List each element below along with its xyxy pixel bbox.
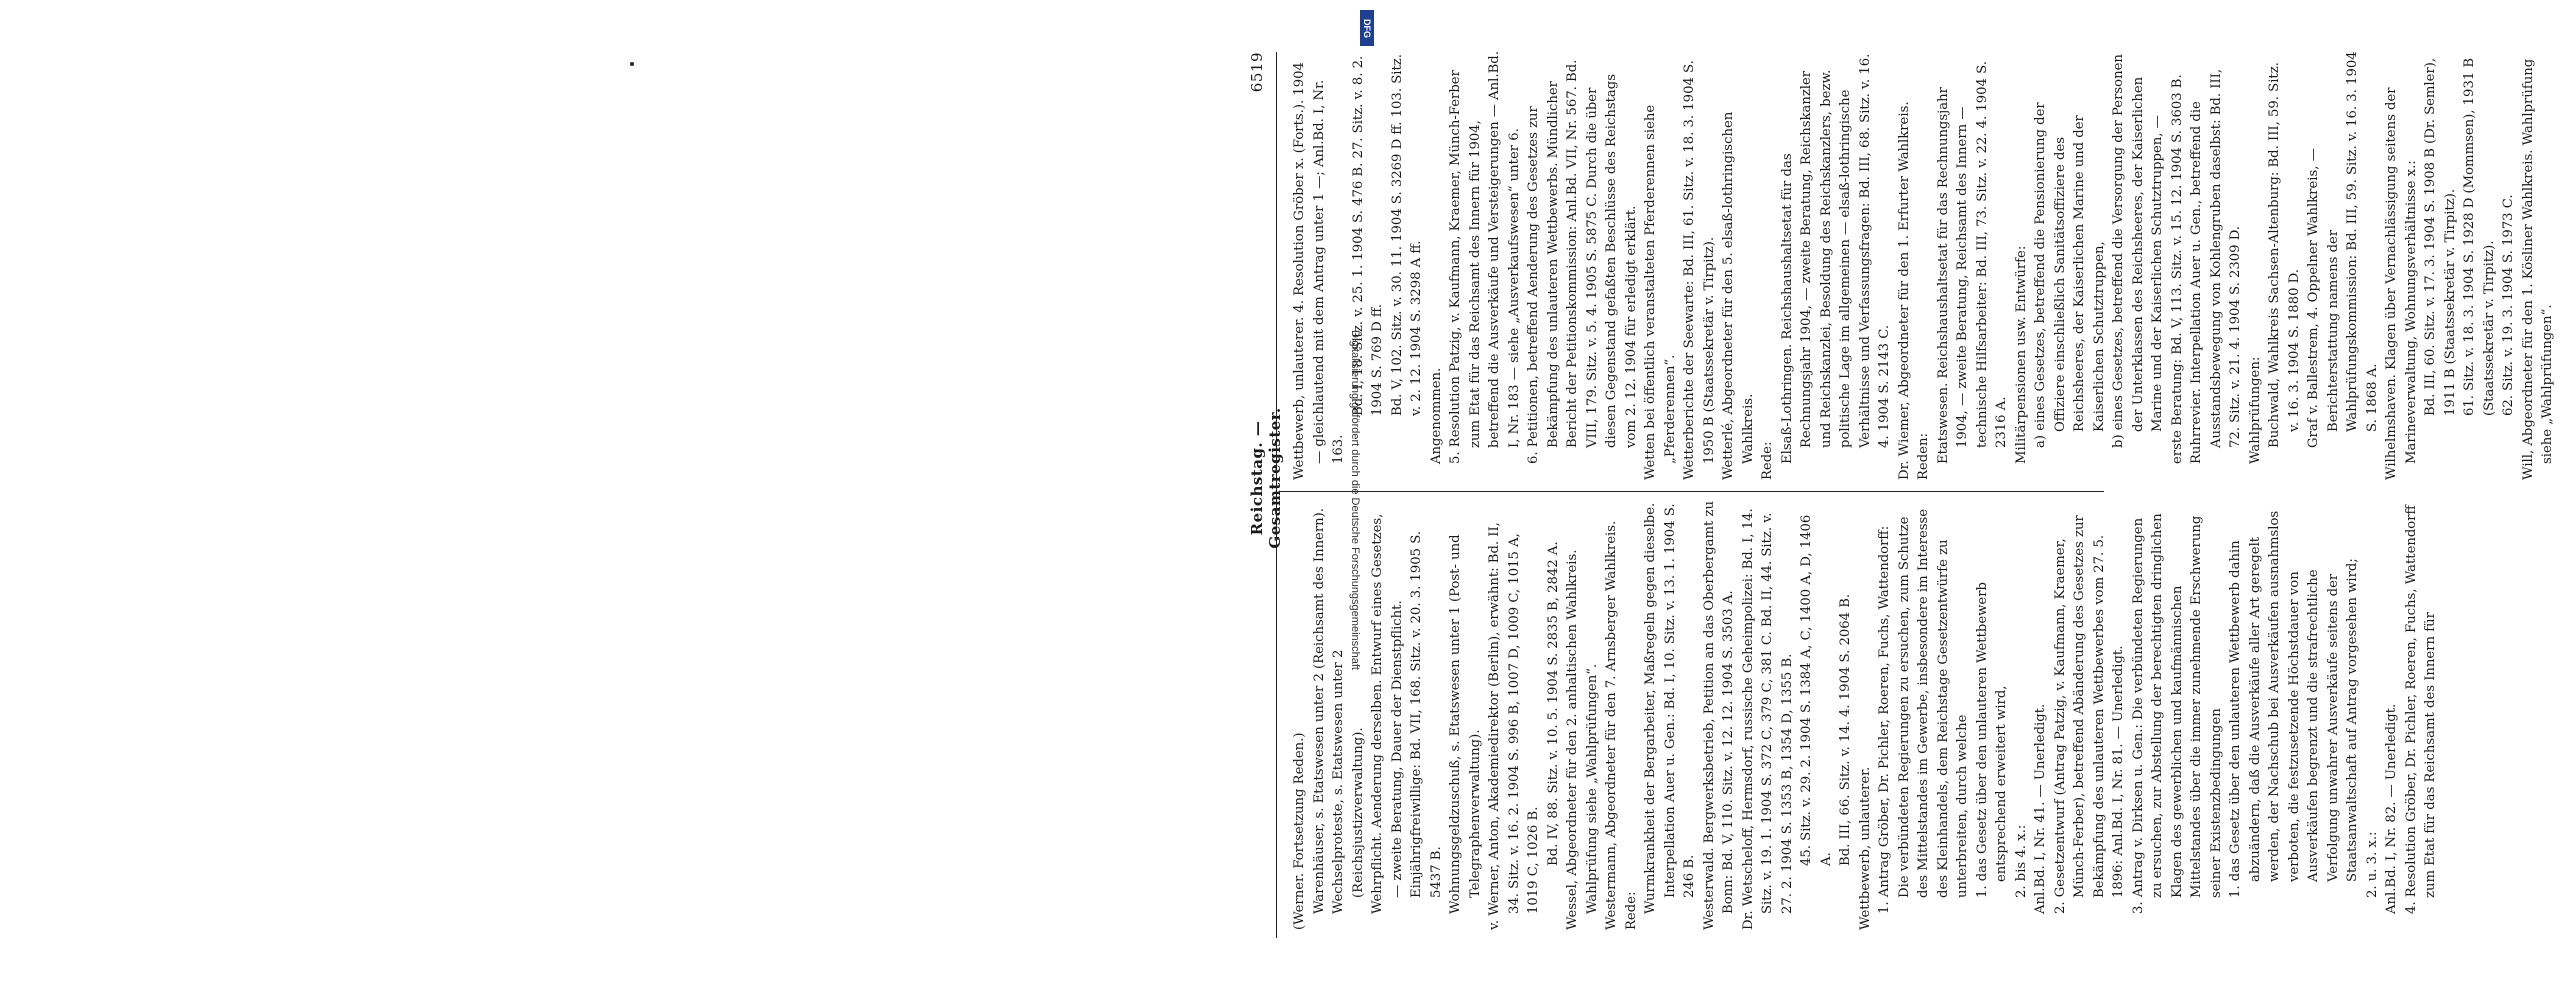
register-entry: Angenommen.	[1428, 367, 1444, 464]
register-entry: Wessel, Abgeordneter für den 2. anhaltischen Wahlkreis. Wahlprüfung siehe „Wahlprüfungen“.	[1565, 549, 1600, 930]
register-entry: 2. bis 4. x.:	[2013, 824, 2029, 898]
register-entry: Bd. III, 66. Sitz. v. 14. 4. 1904 S. 2064 B.	[1838, 593, 1853, 866]
register-entry: 61. Sitz. v. 18. 3. 1904 S. 1928 D (Mommsen), 1931 B (Staatssekretär v. Tirpitz).	[2462, 57, 2497, 416]
register-entry: Buchwald, Wahlkreis Sachsen-Altenburg: Bd. III, 59. Sitz. v. 16. 3. 1904 S. 1880 D.	[2267, 62, 2302, 448]
register-entry: a) eines Gesetzes, betreffend die Pensionierung der Offiziere einschließlich Sanitätsoffiziere des Reichsheeres, der Kaiserlichen Marine und der Kaiserlichen Schutztruppen,	[2033, 102, 2107, 448]
register-entry: 2. u. 3. x.:	[2364, 831, 2380, 898]
register-entry: 3. Antrag v. Dirksen u. Gen.: Die verbündeten Regierungen zu ersuchen, zur Abstellung der berechtigten dringlichen Klagen des gewerblichen und kaufmännischen Mittelstandes über die immer zunehmende Erschwerung seiner Existenzbedingungen	[2130, 513, 2224, 914]
column-divider	[1280, 491, 2104, 492]
register-entry: 6. Petitionen, betreffend Aenderung des Gesetzes zur Bekämpfung des unlauteren Wettbewerbs. Mündlicher Bericht der Petitionskommission: Anl.Bd. VII, Nr. 567. Bd. VIII, 179. Sitz. v. 5. 4. 1905 S. 5875 C. Durch die über diesen Gegenstand gefaßten Beschlüsse des Reichstags vom 2. 12. 1904 für erledigt erklärt.	[1526, 59, 1639, 464]
register-entry: Etatswesen. Reichshaushaltsetat für das Rechnungsjahr 1904, — zweite Beratung, Reichsamt des Innern — technische Hilfsarbeiter: Bd. III, 73. Sitz. v. 22. 4. 1904 S. 2316 A.	[1935, 61, 2009, 464]
register-entry: 1. das Gesetz über den unlauteren Wettbewerb entsprechend erweitert wird,	[1974, 582, 2009, 898]
register-entry: v. Werner, Anton, Akademiedirektor (Berlin), erwähnt: Bd. II, 34. Sitz. v. 16. 2. 1904 S. 996 B, 1007 D, 1009 C, 1015 A, 1019 C, 1026 B.	[1487, 522, 1541, 930]
right-column	[1290, 50, 2555, 480]
register-entry: Graf v. Ballestrem, 4. Oppelner Wahlkreis, — Berichterstattung namens der Wahlprüfungskommission: Bd. III, 59. Sitz. v. 16. 3. 1904 S. 1868 A.	[2306, 51, 2380, 448]
register-entry: Westermann, Abgeordneter für den 7. Arnsberger Wahlkreis.	[1604, 520, 1619, 930]
register-entry: Wettbewerb, unlauterer.	[1857, 766, 1873, 930]
register-entry: Warenhäuser, s. Etatswesen unter 2 (Reichsamt des Innern).	[1311, 508, 1327, 914]
register-entry: Dr. Wiemer, Abgeordneter für den 1. Erfurter Wahlkreis.	[1896, 101, 1912, 480]
register-entry: Wurmkrankheit der Bergarbeiter, Maßregeln gegen dieselbe. Interpellation Auer u. Gen.: Bd. I, 10. Sitz. v. 13. 1. 1904 S. 246 B.	[1643, 502, 1697, 914]
register-entry: Anl.Bd. I, Nr. 82. — Unerledigt.	[2384, 703, 2399, 914]
register-entry: 62. Sitz. v. 19. 3. 1904 S. 1973 C.	[2501, 194, 2516, 416]
register-entry: Bd. III, 60. Sitz. v. 17. 3. 1904 S. 1908 B (Dr. Semler), 1911 B (Staatssekretär v. Tirpitz).	[2423, 57, 2458, 416]
register-entry: Wehrpflicht. Aenderung derselben. Entwurf eines Gesetzes, — zweite Beratung, Dauer der Dienstpflicht. Einjährigfreiwillige: Bd. VII, 168. Sitz. v. 20. 3. 1905 S. 5437 B.	[1370, 513, 1444, 914]
header-rule	[1276, 52, 1277, 938]
register-entry: Bd. IV, 88. Sitz. v. 10. 5. 1904 S. 2835 B, 2842 A.	[1545, 541, 1561, 866]
register-entry: Ruhrrevier. Interpellation Auer u. Gen., betreffend die Ausstandsbewegung von Kohlengruben daselbst: Bd. III, 72. Sitz. v. 21. 4. 1904 S. 2309 D.	[2189, 68, 2243, 464]
left-column	[1290, 500, 2438, 930]
register-entry: Wetterlé, Abgeordneter für den 5. elsaß-lothringischen Wahlkreis.	[1721, 111, 1756, 480]
register-entry: Wohnungsgeldzuschuß, s. Etatswesen unter 1 (Post- und Telegraphenverwaltung).	[1448, 534, 1483, 914]
register-entry: 1. Antrag Gröber, Dr. Pichler, Roeren, Fuchs, Wattendorff: Die verbündeten Regierungen zu ersuchen, zum Schutze des Mittelstandes im Gewerbe, insbesondere im Interesse des Kleinhandels, dem Reichstage Gesetzentwürfe zu unterbreiten, durch welche	[1877, 508, 1970, 914]
register-entry: (Werner. Fortsetzung Reden.)	[1292, 732, 1307, 930]
register-entry: Wilhelmshaven. Klagen über Vernachlässigung seitens der Marineverwaltung, Wohnungsverhältnisse x.:	[2384, 87, 2419, 480]
register-entry: Bd. I, 18. Sitz. v. 25. 1. 1904 S. 476 B. 27. Sitz. v. 8. 2. 1904 S. 769 D ff.	[1350, 55, 1385, 416]
register-entry: Wechselproteste, s. Etatswesen unter 2 (Reichsjustizverwaltung).	[1331, 649, 1366, 914]
page-header	[1248, 52, 1284, 938]
page-title: Reichstag. — Gesamtregister.	[1248, 407, 1284, 549]
register-entry: Will, Abgeordneter für den 1. Kösliner Wahlkreis. Wahlprüfung siehe „Wahlprüfungen“.	[2520, 58, 2555, 480]
digitization-note-text: Digitalisierung gefördert durch die Deutsche Forschungsgemeinschaft	[1349, 330, 1361, 670]
register-entry: erste Beratung: Bd. V, 113. Sitz. v. 15. 12. 1904 S. 3603 B.	[2169, 74, 2185, 464]
page-number: 6519	[1248, 52, 1266, 93]
register-entry: 2. Gesetzentwurf (Antrag Patzig, v. Kaufmann, Kraemer, Münch-Ferber), betreffend Abänderung des Gesetzes zur Bekämpfung des unlauteren Wettbewerbes vom 27. 5. 1896: Anl.Bd. I, Nr. 81. — Unerledigt.	[2052, 515, 2126, 914]
register-entry: 4. Resolution Gröber, Dr. Pichler, Roeren, Fuchs, Wattendorff zum Etat für das Reichsamt des Innern für	[2403, 505, 2438, 914]
digitization-note	[1340, 10, 1370, 990]
register-entry: Rede:	[1760, 441, 1775, 480]
register-entry: Elsaß-Lothringen. Reichshaushaltsetat für das Rechnungsjahr 1904, — zweite Beratung, Reichskanzler und Reichskanzlei, Besoldung des Reichskanzlers, bezw. politische Lage im allgemeinen — elsaß-lothringische Verhältnisse und Verfassungsfragen: Bd. III, 68. Sitz. v. 16. 4. 1904 S. 2143 C.	[1779, 53, 1892, 464]
register-entry: Westerwald. Bergwerksbetrieb, Petition an das Oberbergamt zu Bonn: Bd. V, 110. Sitz. v. 12. 12. 1904 S. 3503 A.	[1701, 501, 1736, 930]
register-entry: Bd. V, 102. Sitz. v. 30. 11. 1904 S. 3269 D ff. 103. Sitz. v. 2. 12. 1904 S. 3298 A ff.	[1389, 54, 1424, 416]
register-entry: 5. Resolution Patzig, v. Kaufmann, Kraemer, Münch-Ferber zum Etat für das Reichsamt des Innern für 1904, betreffend die Ausverkäufe und Versteigerungen — Anl.Bd. I, Nr. 183 — siehe „Ausverkaufswesen“ unter 6.	[1448, 51, 1522, 464]
register-entry: Wetten bei öffentlich veranstalteten Pferderennen siehe „Pferderennen“.	[1643, 104, 1678, 480]
register-entry: b) eines Gesetzes, betreffend die Versorgung der Personen der Unterklassen des Reichsheeres, der Kaiserlichen Marine und der Kaiserlichen Schutztruppen, —	[2111, 54, 2165, 448]
scan-speck	[630, 62, 634, 66]
register-entry: Rede:	[1623, 891, 1639, 930]
register-entry: 45. Sitz. v. 29. 2. 1904 S. 1384 A, C, 1400 A, D, 1406 A.	[1799, 514, 1834, 866]
register-entry: Anl.Bd. I, Nr. 41. — Unerledigt.	[2033, 703, 2048, 914]
register-entry: Dr. Wetscheloff, Hermsdorf, russische Geheimpolizei: Bd. I, 14. Sitz. v. 19. 1. 1904 S. 372 C, 379 C, 381 C. Bd. II, 44. Sitz. v. 27. 2. 1904 S. 1353 B, 1354 D, 1355 B.	[1740, 508, 1795, 930]
register-entry: Wetterberichte der Seewarte: Bd. III, 61. Sitz. v. 18. 3. 1904 S. 1950 B (Staatssekretär v. Tirpitz).	[1682, 60, 1717, 480]
register-entry: Wettbewerb, unlauterer. 4. Resolution Gröber x. (Forts.). 1904 — gleichlautend mit dem Antrag unter 1 —; Anl.Bd. I, Nr. 163.	[1292, 62, 1346, 480]
register-entry: 1. das Gesetz über den unlauteren Wettbewerb dahin abzuändern, daß die Ausverkäufe aller Art geregelt werden, der Nachschub bei Ausverkäufen ausnahmslos verboten, die festzusetzende Höchstdauer von Ausverkäufen begrenzt und die strafrechtliche Verfolgung unwahrer Ausverkäufe seitens der Staatsanwaltschaft auf Antrag vorgesehen wird;	[2228, 510, 2360, 898]
register-entry: Militärpensionen usw. Entwürfe:	[2013, 245, 2029, 464]
dfg-logo: DFG	[1360, 10, 1374, 46]
register-entry: Wahlprüfungen:	[2247, 356, 2263, 464]
register-entry: Reden:	[1916, 433, 1931, 480]
